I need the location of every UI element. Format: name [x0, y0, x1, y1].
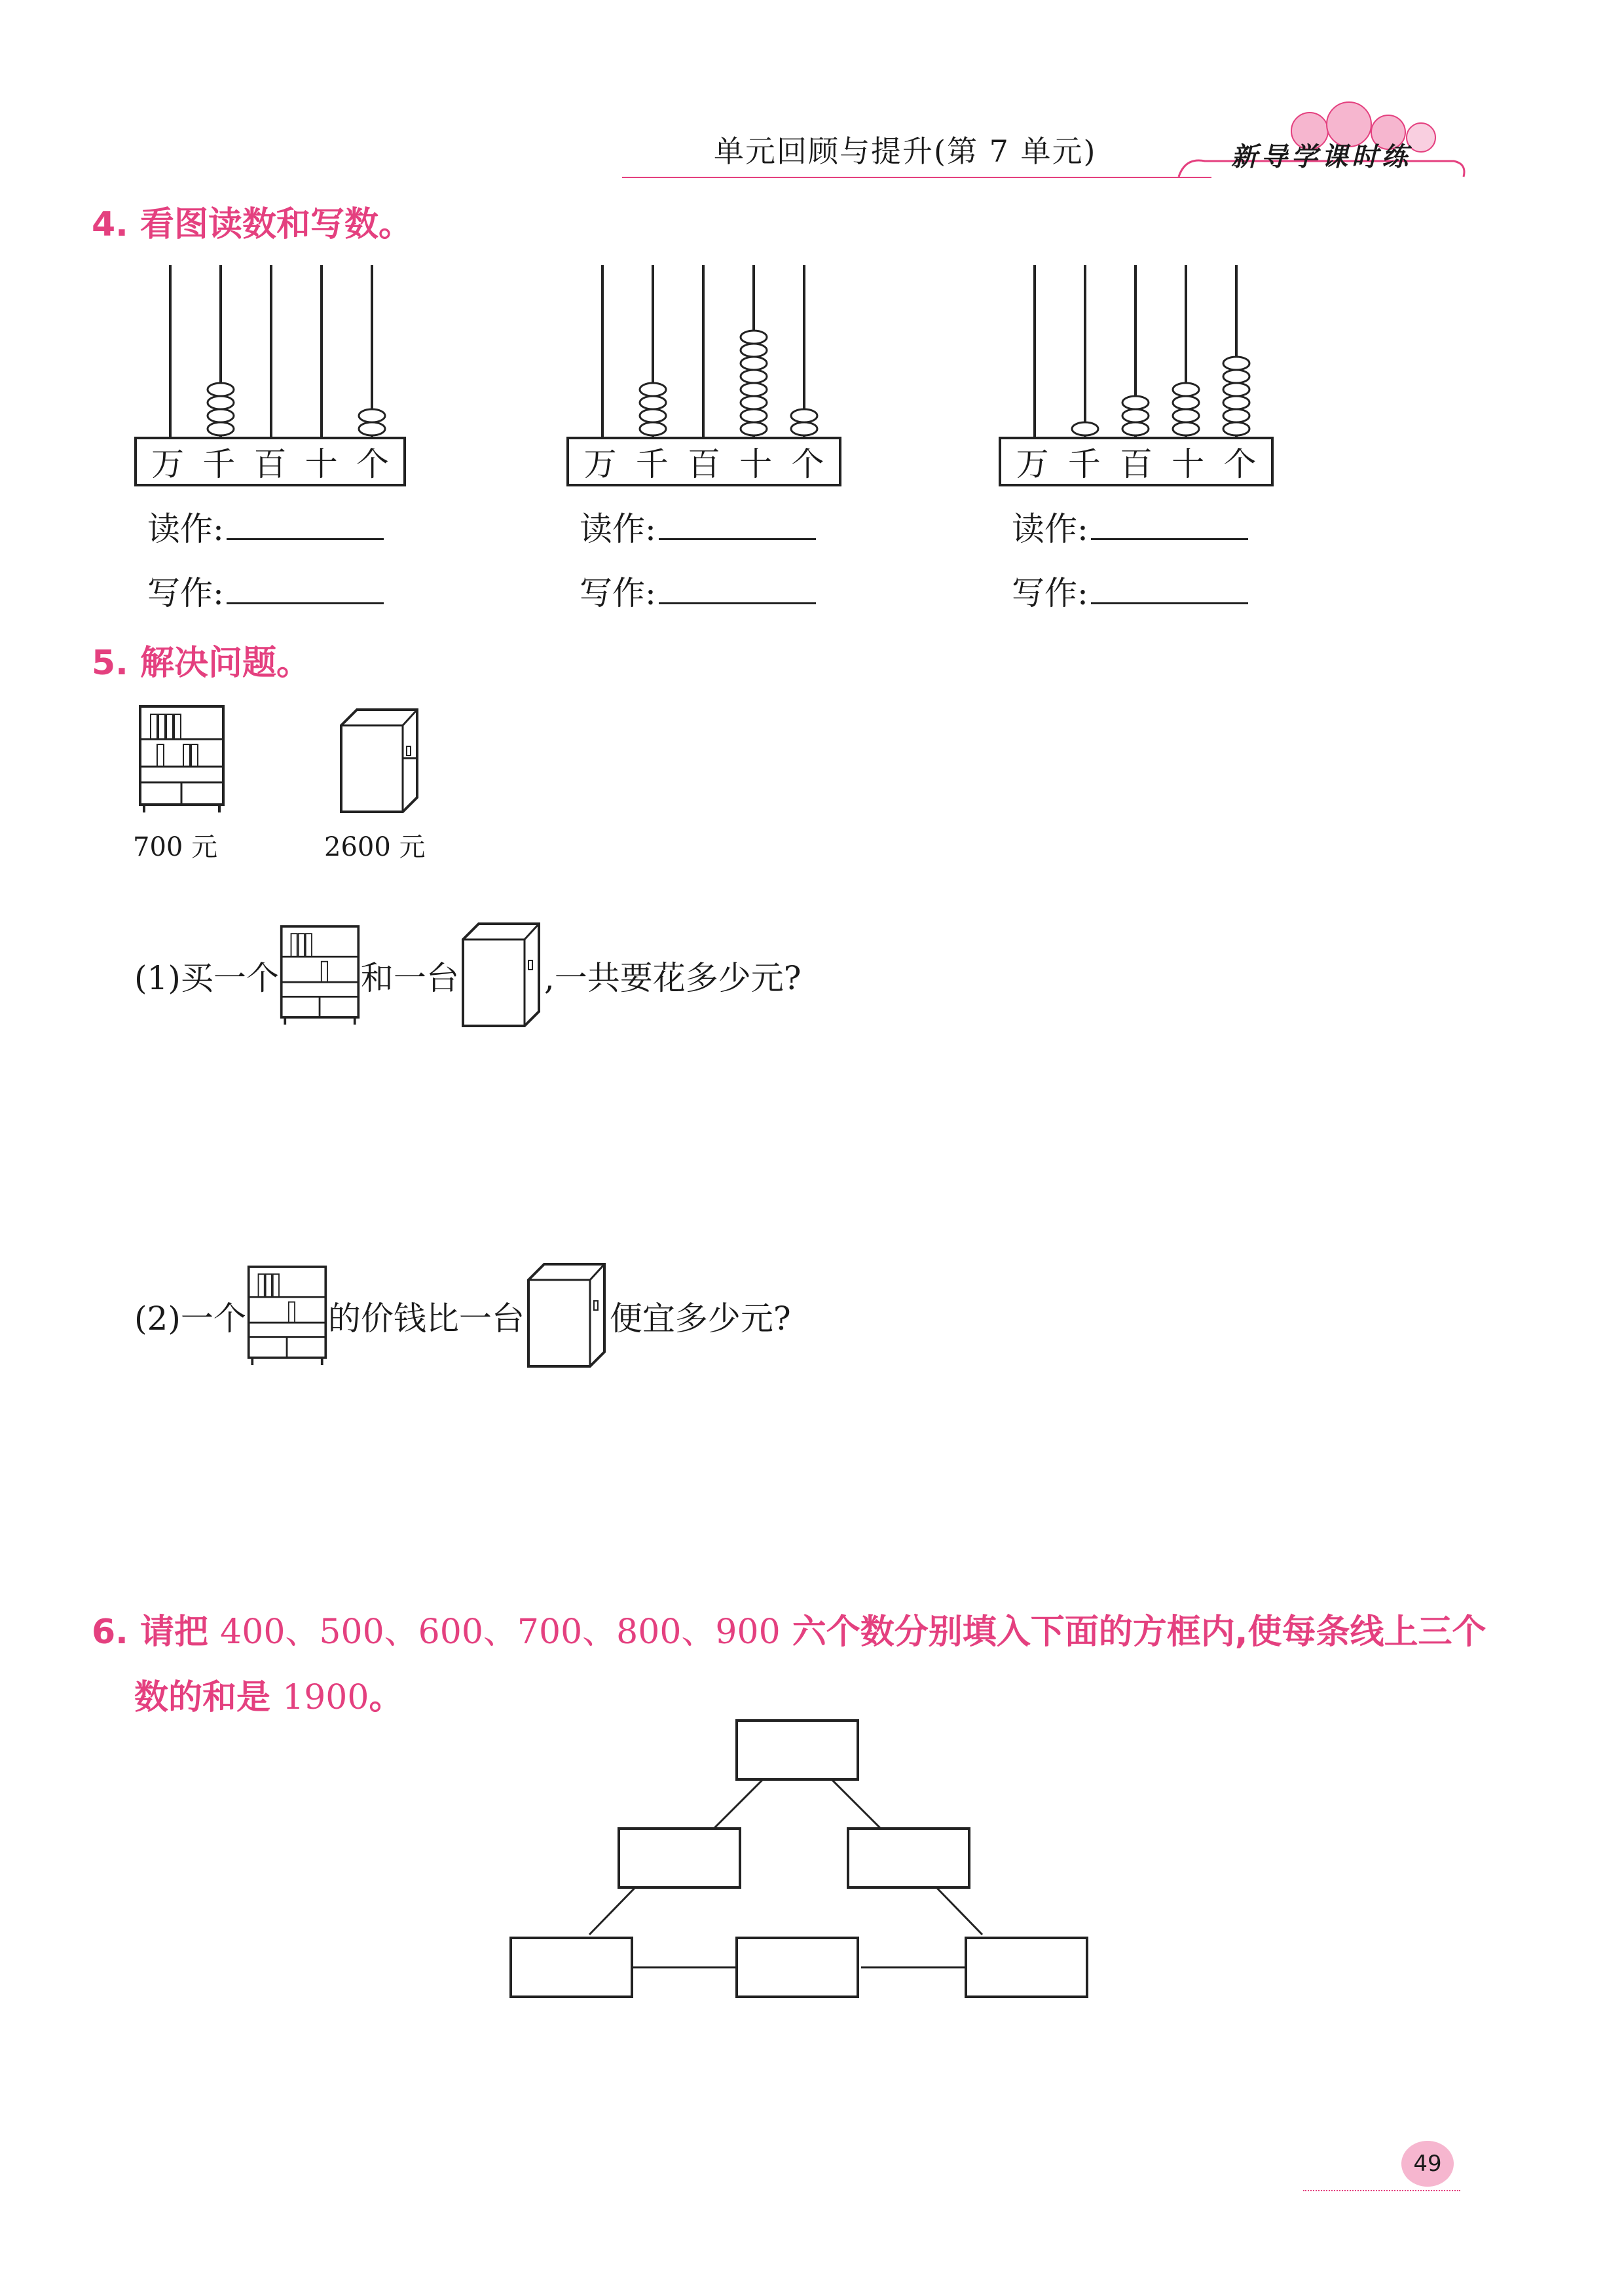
abacus-bead — [1173, 409, 1199, 422]
header-divider — [622, 177, 1211, 178]
abacus-bead — [208, 422, 234, 435]
abacus-bead — [1122, 422, 1149, 435]
abacus-bead — [741, 357, 767, 370]
abacus-bead — [741, 331, 767, 344]
answer-box-bottom-middle[interactable] — [737, 1938, 858, 1997]
abacus-bead — [640, 383, 666, 396]
abacus-bead — [640, 409, 666, 422]
footer-divider — [1303, 2190, 1460, 2191]
bookshelf-icon — [279, 920, 361, 1031]
connector-line — [832, 1779, 881, 1829]
answer-box-middle-left[interactable] — [619, 1829, 740, 1887]
abacus-rods — [566, 265, 841, 442]
refrigerator-icon — [525, 1260, 610, 1372]
abacus-3 — [999, 265, 1274, 494]
abacus-bead — [1173, 422, 1199, 435]
abacus-bead — [208, 409, 234, 422]
read-answer-3: 读作: — [1012, 503, 1248, 550]
abacus-bead — [208, 383, 234, 396]
read-answer-1: 读作: — [147, 503, 384, 550]
answer-box-top[interactable] — [737, 1721, 858, 1779]
abacus-rods — [134, 265, 409, 442]
answer-box-bottom-right[interactable] — [966, 1938, 1087, 1997]
abacus-bead — [1072, 422, 1098, 435]
page-number: 49 — [1401, 2141, 1454, 2187]
abacus-bead — [1223, 370, 1249, 383]
question-4-title: 4. 看图读数和写数。 — [92, 205, 413, 244]
abacus-bead — [791, 409, 817, 422]
abacus-bead — [1173, 383, 1199, 396]
connector-line — [936, 1887, 982, 1935]
answer-blank[interactable] — [1091, 597, 1248, 604]
bookshelf-price: 700 元 — [133, 832, 218, 862]
place-value-box: 万 千 百 十 个 — [999, 437, 1274, 486]
abacus-bead — [741, 409, 767, 422]
write-answer-3: 写作: — [1012, 567, 1248, 614]
abacus-bead — [1122, 396, 1149, 409]
abacus-bead — [741, 344, 767, 357]
write-answer-2: 写作: — [580, 567, 816, 614]
answer-blank[interactable] — [659, 533, 816, 540]
abacus-bead — [741, 396, 767, 409]
question-6-line-1: 6. 请把 400、500、600、700、800、900 六个数分别填入下面的方框内,使每条线上三个 — [92, 1613, 1486, 1652]
abacus-bead — [741, 370, 767, 383]
sub-question-1: (1)买一个 和一台 ,一共要花多少元? — [134, 920, 802, 1031]
abacus-1 — [134, 265, 409, 494]
write-answer-1: 写作: — [147, 567, 384, 614]
abacus-bead — [1173, 396, 1199, 409]
bookshelf-icon — [138, 704, 226, 815]
answer-blank[interactable] — [659, 597, 816, 604]
answer-box-middle-right[interactable] — [848, 1829, 969, 1887]
abacus-rods — [999, 265, 1274, 442]
abacus-bead — [1223, 396, 1249, 409]
abacus-bead — [1223, 383, 1249, 396]
sub-question-2: (2)一个 的价钱比一台 便宜多少元? — [134, 1260, 791, 1372]
abacus-bead — [741, 422, 767, 435]
abacus-bead — [1223, 422, 1249, 435]
connector-line — [589, 1887, 635, 1935]
unit-header-title: 单元回顾与提升(第 7 单元) — [714, 134, 1097, 169]
abacus-bead — [640, 396, 666, 409]
answer-blank[interactable] — [227, 533, 384, 540]
answer-box-bottom-left[interactable] — [511, 1938, 632, 1997]
abacus-2 — [566, 265, 841, 494]
answer-blank[interactable] — [1091, 533, 1248, 540]
place-value-box: 万 千 百 十 个 — [566, 437, 841, 486]
answer-blank[interactable] — [227, 597, 384, 604]
connector-line — [714, 1779, 763, 1829]
question-6-line-2: 数的和是 1900。 — [134, 1678, 403, 1717]
refrigerator-icon — [337, 706, 422, 817]
place-value-box: 万 千 百 十 个 — [134, 437, 406, 486]
abacus-bead — [1122, 409, 1149, 422]
abacus-bead — [741, 383, 767, 396]
refrigerator-price: 2600 元 — [324, 832, 426, 862]
abacus-bead — [359, 422, 385, 435]
question-5-title: 5. 解决问题。 — [92, 644, 311, 683]
abacus-bead — [791, 422, 817, 435]
abacus-bead — [1223, 357, 1249, 370]
refrigerator-icon — [459, 920, 544, 1031]
abacus-bead — [359, 409, 385, 422]
brand-name: 新导学课时练 — [1231, 141, 1412, 172]
read-answer-2: 读作: — [580, 503, 816, 550]
abacus-bead — [640, 422, 666, 435]
bookshelf-icon — [246, 1260, 328, 1372]
abacus-bead — [1223, 409, 1249, 422]
abacus-bead — [208, 396, 234, 409]
triangle-number-puzzle — [504, 1709, 1094, 2023]
